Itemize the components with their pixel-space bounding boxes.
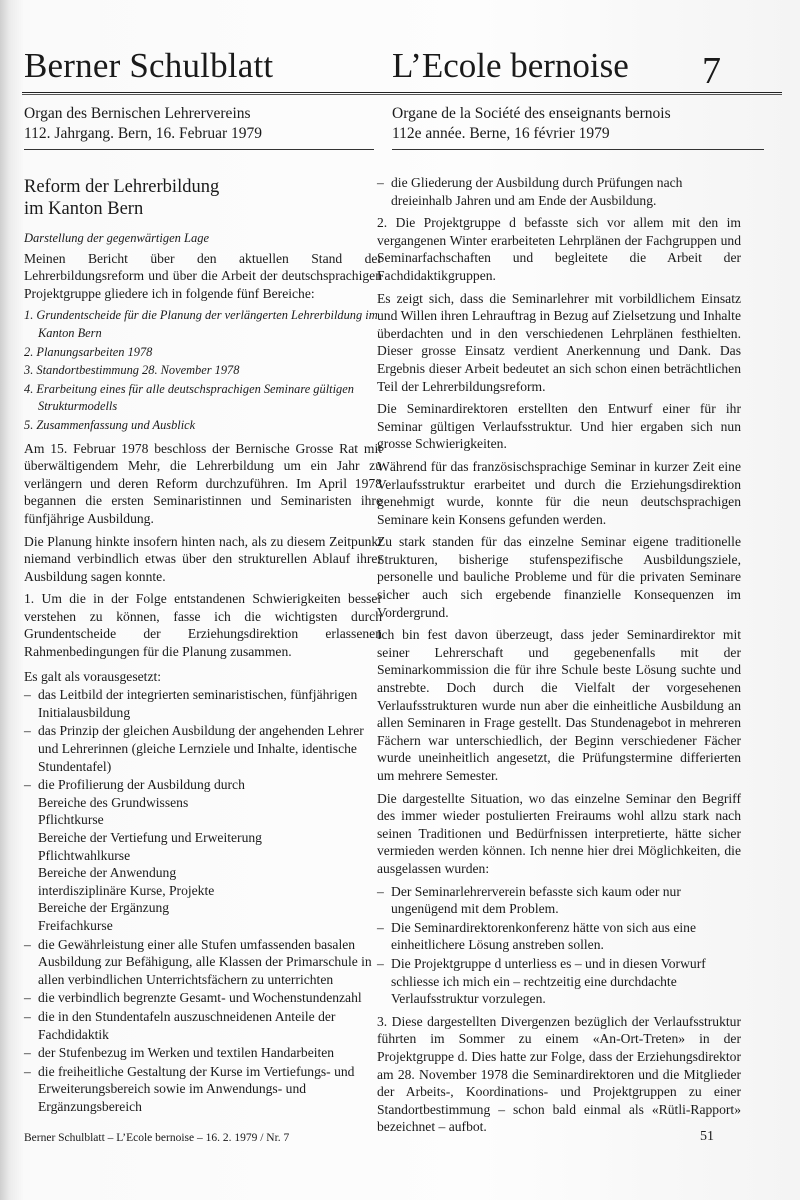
section-item: 3. Standortbestimmung 28. November 1978 [24,363,240,378]
paragraph: Es galt als vorausgesetzt: [24,668,162,684]
list-item: – die in den Stundentafeln auszuschneidenen Anteile der Fachdidaktik [24,1008,382,1043]
subtitle-rule-left [24,149,374,150]
subtitle-rule-right [392,149,764,150]
profile-line: Bereiche der Vertiefung und Erweiterung [38,830,262,845]
profile-line: interdisziplinäre Kurse, Projekte [38,882,215,898]
page-footer: Berner Schulblatt – L’Ecole bernoise – 16. 2. 1979 / Nr. 7 [24,1132,290,1144]
list-item-text: – die Profilierung der Ausbildung durch [38,777,245,793]
paragraph: 3. Diese dargestellten Divergenzen bezüglich der Verlaufsstruktur führten im Sommer zu einem «An-Ort-Treten» in der Projektgruppe d. Dies hatte zur Folge, dass der Erziehungsdirektor am 28. November 1978 die Seminardirektoren und die Mitglieder der Arbeits-, Koordinations- und Projektgruppen zu einer Standortbestimmung – schon bald einmal als «Rütli-Rapport» bezeichnet – aufbot. [377,1013,741,1135]
profile-line: Bereiche des Grundwissens [38,794,189,810]
article-title-line: Reform der Lehrerbildung [24,177,220,197]
profile-line: Bereiche der Ergänzung [38,900,170,916]
paragraph: Es zeigt sich, dass die Seminarlehrer mit vorbildlichem Einsatz und Willen ihren Lehrauftrag in Bezug auf Zielsetzung und Inhalte überdachten und in den verschiedenen Lehrplänen festhielten. Dieser grosse Einsatz verdient Anerkennung und Dank. Das Ergebnis dieser Arbeit bedeutet an sich schon einen beträchtlichen Teil der Lehrerbildungsreform. [377,290,741,394]
section-item: 4. Erarbeitung eines für alle deutschsprachigen Seminare gültigen Strukturmodells [24,381,354,414]
masthead-rule [22,92,782,93]
masthead-subtitle-french [392,104,671,144]
profile-line: Pflichtkurse [38,812,104,828]
paragraph: Meinen Bericht über den aktuellen Stand der Lehrerbildungsreform und über die Arbeit der deutschsprachigen Projektgruppe gliedere ich in folgende fünf Bereiche: [24,250,382,301]
masthead-rule-second [22,94,782,95]
list-item [24,776,382,934]
section-list [24,307,382,434]
paragraph: Am 15. Februar 1978 beschloss der Bernische Grosse Rat mit überwältigendem Mehr, die Lehrerbildung um ein Jahr zu verlängern und deren Reform durchzuführen. Im April 1978 begannen die ersten Seminaristinnen und Seminaristen ihre fünfjährige Ausbildung. [24,440,382,526]
paragraph: Die Planung hinkte insofern hinten nach, als zu diesem Zeitpunkt niemand verbindlich etwas über den strukturellen Ablauf ihrer Ausbildung sagen konnte. [24,533,382,584]
paragraph: Die Seminardirektoren erstellten den Entwurf einer für ihr Seminar gültigen Verlaufsstruktur. Und hier ergaben sich nun grosse Schwierigkeiten. [377,401,741,452]
masthead-title-french: L’Ecole bernoise [392,46,629,85]
profile-line: Freifachkurse [38,917,113,933]
profile-line: Bereiche der Anwendung [38,865,177,881]
list-item: – die Gewährleistung einer alle Stufen umfassenden basalen Ausbildung zur Befähigung, alle Klassen der Primarschule in allen verbindlichen Unterrichtsfächern zu unterrichten [24,936,382,989]
article-column-right [377,174,741,1141]
paragraph: 1. Um die in der Folge entstandenen Schwierigkeiten besser verstehen zu können, fasse ich die wichtigsten durch Grundentscheide der Erziehungsdirektion erlassenen Rahmenbedingungen für die Planung zusammen. [24,591,382,660]
article-column-left [24,172,382,1121]
masthead-title-german: Berner Schulblatt [24,46,274,85]
section-item: 5. Zusammenfassung und Ausblick [24,417,196,432]
profile-line: Pflichtwahlkurse [38,847,131,863]
list-item: – der Stufenbezug im Werken und textilen Handarbeiten [24,1044,382,1062]
article-lead: Darstellung der gegenwärtigen Lage [24,231,210,245]
page-number: 51 [700,1129,714,1144]
publisher-line: Organ des Bernischen Lehrervereins [24,105,251,122]
list-item: – Der Seminarlehrerverein befasste sich kaum oder nur ungenügend mit dem Problem. [377,883,741,918]
list-item: – die verbindlich begrenzte Gesamt- und Wochenstundenzahl [24,989,382,1007]
publisher-line-french: Organe de la Société des enseignants bernois [392,105,671,122]
section-item: 2. Planungsarbeiten 1978 [24,344,153,359]
list-item: – Die Projektgruppe d unterliess es – und in diesen Vorwurf schliesse ich mich ein – rechtzeitig eine durchdachte Verlaufsstruktur vorzulegen. [377,955,741,1008]
edition-line-french: 112e année. Berne, 16 février 1979 [392,125,610,142]
paragraph: Ich bin fest davon überzeugt, dass jeder Seminardirektor mit seiner Lehrerschaft und gegebenenfalls mit der Seminarkommission die für ihre Schule beste Lösung suchte und anstrebte. Doch durch die Vielfalt der vorgesehenen Verlaufsstrukturen wurde nun aber die einheitliche Ausbildung an allen Seminaren in Frage gestellt. Das Stundenagebot in mehreren Fächern war unterschiedlich, der Beginn verschiedener Fächer wurde uneinheitlich angesetzt, die Prüfungstermine differierten um mehrere Semester. [377,627,741,783]
paragraph: Zu stark standen für das einzelne Seminar eigene traditionelle Strukturen, bisherige stufenspezifische Ausbildungsziele, personelle und bauliche Probleme und für die privaten Seminare sicher auch sich ergebende finanzielle Konsequenzen im Vordergrund. [377,534,741,620]
list-item: – das Prinzip der gleichen Ausbildung der angehenden Lehrer und Lehrerinnen (gleiche Lernziele und Inhalte, identische Stundentafel) [24,722,382,775]
list-item: – die freiheitliche Gestaltung der Kurse im Vertiefungs- und Erweiterungsbereich sowie im Anwendungs- und Ergänzungsbereich [24,1063,382,1116]
paragraph: Während für das französischsprachige Seminar in kurzer Zeit eine Verlaufsstruktur erarbeitet und durch die Erziehungsdirektion genehmigt wurde, konnte für die neun deutschsprachigen Seminare kein Konsens gefunden werden. [377,458,741,527]
article-title [24,176,382,220]
section-item: 1. Grundentscheide für die Planung der verlängerten Lehrerbildung im Kanton Bern [24,308,378,340]
paragraph: Die dargestellte Situation, wo das einzelne Seminar den Begriff des immer wieder postulierten Freiraums wohl allzu stark nach seinen Traditionen und Bedürfnissen interpretierte, hätte sicher vermieden werden können. Ich nenne hier drei Möglichkeiten, die ausgelassen wurden: [377,790,741,876]
condition-list [24,686,382,1115]
edition-line: 112. Jahrgang. Bern, 16. Februar 1979 [24,125,263,142]
list-item: – Die Seminardirektorenkonferenz hätte von sich aus eine einheitlichere Lösung anstreben sollen. [377,919,741,954]
paragraph: 2. Die Projektgruppe d befasste sich vor allem mit den im vergangenen Winter erarbeiteten Lehrplänen der Fachgruppen und Seminarfachschaften und begleitete die Arbeit der Fachdidaktikgruppen. [377,215,741,283]
masthead-subtitle-german [24,104,262,144]
issue-number: 7 [702,50,721,92]
condition-list-continued [377,174,741,209]
list-item: – das Leitbild der integrierten seminaristischen, fünfjährigen Initialausbildung [24,686,382,721]
list-item: – die Gliederung der Ausbildung durch Prüfungen nach dreieinhalb Jahren und am Ende der Ausbildung. [377,174,741,209]
missed-options-list [377,883,741,1008]
article-title-line: im Kanton Bern [24,199,144,219]
